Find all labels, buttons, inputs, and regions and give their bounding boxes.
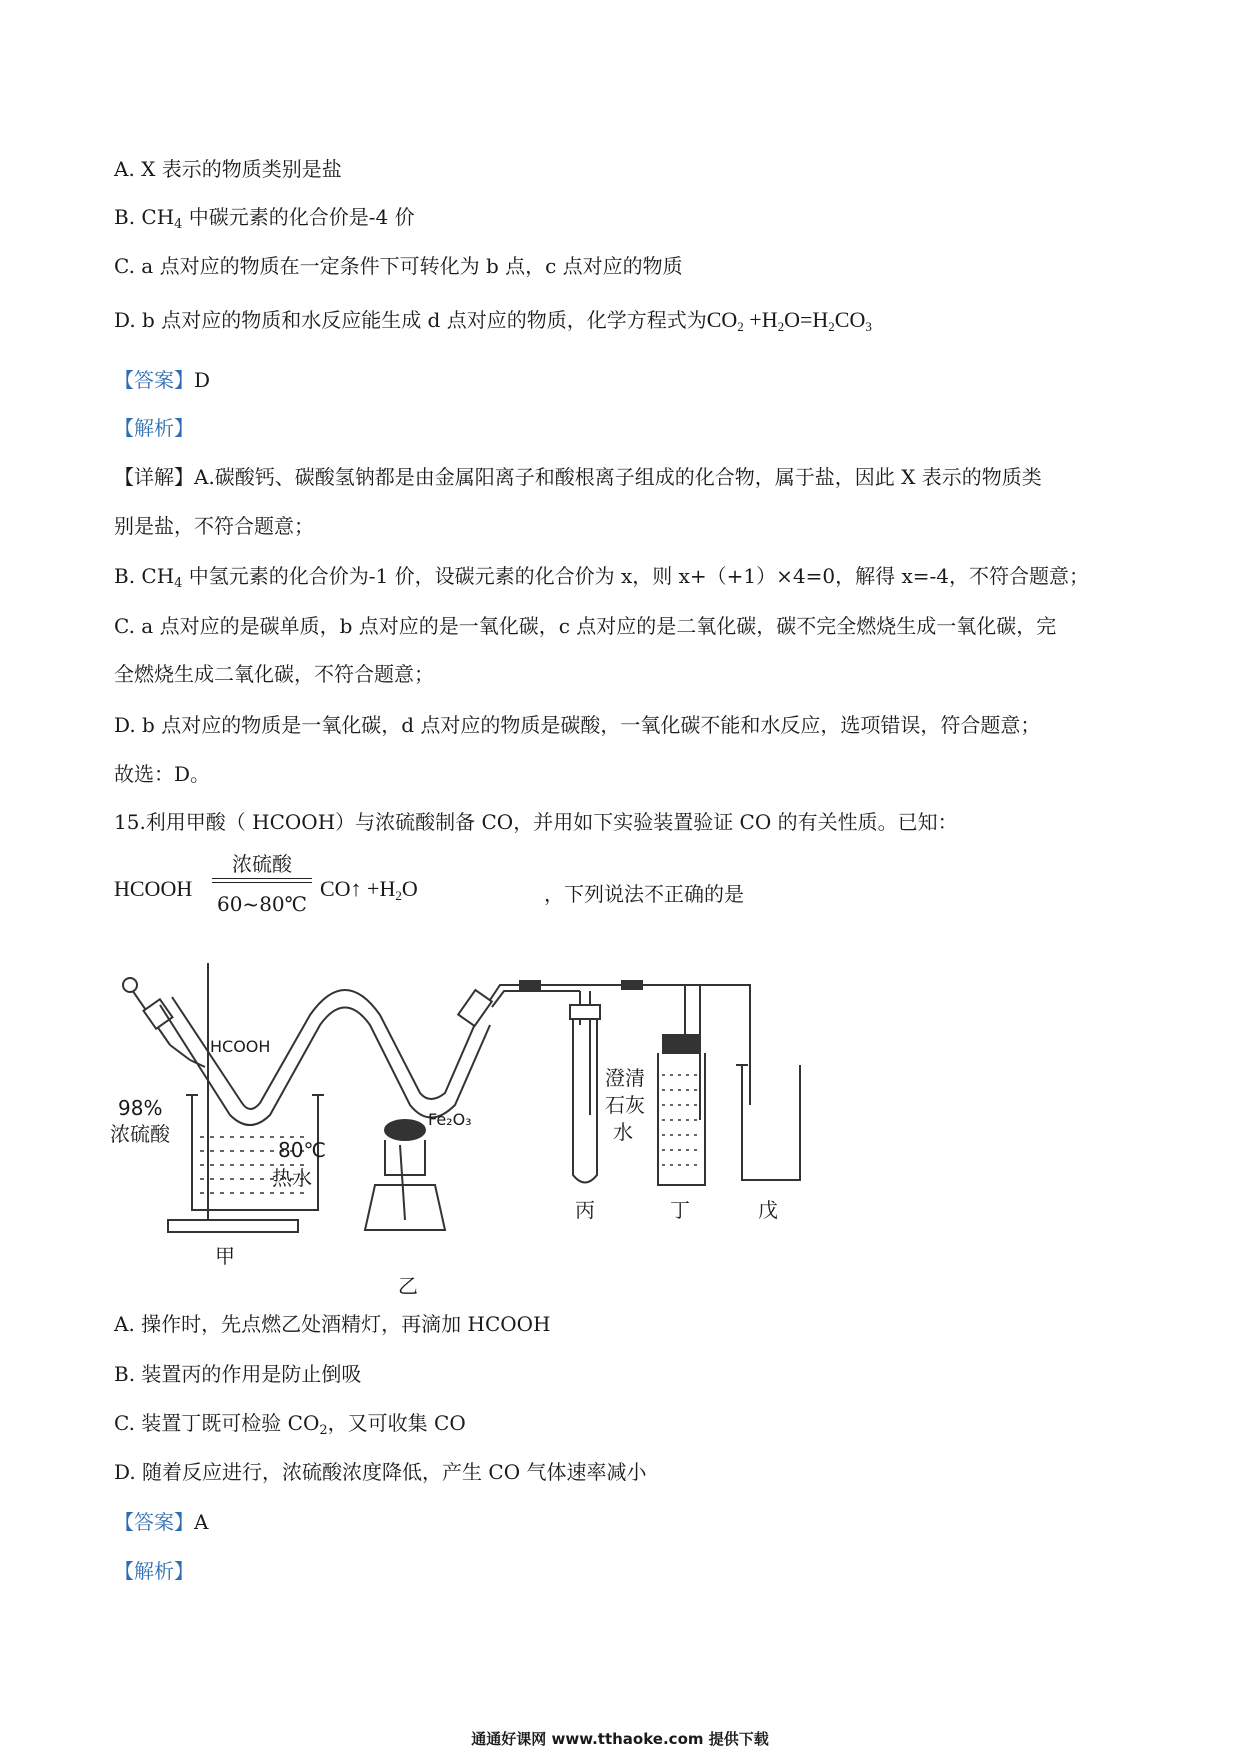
eq-question-tail: ，下列说法不正确的是	[544, 882, 744, 906]
label-acid-percent: 98%	[118, 1096, 163, 1120]
beaker-wu	[736, 1065, 800, 1180]
q15-stem: 15.利用甲酸（ HCOOH）与浓硫酸制备 CO，并用如下实验装置验证 CO 的有关性质。已知：	[114, 810, 958, 834]
apparatus-diagram	[110, 945, 910, 1295]
q14-answer: 【答案】D	[114, 368, 211, 392]
eq-arrow-line-2	[212, 882, 312, 883]
eq-reactant: HCOOH	[114, 876, 193, 901]
page-footer: 通通好课网 www.tthaoke.com 提供下载	[471, 1730, 769, 1748]
label-yi: 乙	[398, 1274, 418, 1295]
label-wu: 戊	[758, 1198, 778, 1222]
iron-stand	[168, 963, 298, 1232]
q14-option-d-equation: $CO_2 +H_2O=H_2CO_3$	[706, 307, 872, 334]
label-limewater-3: 水	[613, 1120, 633, 1144]
label-bing: 丙	[575, 1198, 595, 1222]
q15-option-a: A. 操作时，先点燃乙处酒精灯，再滴加 HCOOH	[114, 1312, 551, 1336]
q14-option-c: C. a 点对应的物质在一定条件下可转化为 b 点，c 点对应的物质	[114, 254, 683, 278]
eq-products: CO↑ $+H_2O$	[320, 876, 418, 903]
q14-option-b: B. $CH_4$ 中碳元素的化合价是-4 价	[114, 205, 415, 232]
q15-option-c: C. 装置丁既可检验 $CO_2$，又可收集 CO	[114, 1411, 466, 1438]
label-jia: 甲	[215, 1244, 235, 1268]
q14-detail-1: 【详解】A.碳酸钙、碳酸氢钠都是由金属阳离子和酸根离子组成的化合物，属于盐，因此 X 表示的物质类	[114, 465, 1042, 489]
alcohol-lamp	[365, 1120, 445, 1230]
q15-option-d: D. 随着反应进行，浓硫酸浓度降低，产生 CO 气体速率减小	[114, 1460, 647, 1484]
gas-bottle-ding	[658, 1035, 705, 1185]
test-tube-bing	[570, 1005, 600, 1183]
label-fe2o3: Fe₂O₃	[428, 1110, 472, 1129]
q15-option-b: B. 装置丙的作用是防止倒吸	[114, 1362, 362, 1386]
dropping-funnel	[123, 978, 205, 1067]
q15-analysis-tag: 【解析】	[114, 1559, 194, 1583]
q14-option-d: D. b 点对应的物质和水反应能生成 d 点对应的物质，化学方程式为$CO_2 +H_2O=H_2CO_3$	[114, 307, 872, 334]
q14-detail-2: 别是盐，不符合题意；	[114, 514, 314, 538]
q14-option-a: A. X 表示的物质类别是盐	[114, 157, 342, 181]
q14-detail-7: 故选：D。	[114, 762, 211, 786]
label-acid-name: 浓硫酸	[110, 1122, 170, 1146]
label-limewater-2: 石灰	[605, 1093, 645, 1117]
eq-arrow-line	[212, 878, 312, 879]
w-shaped-tube	[160, 990, 492, 1125]
q15-answer: 【答案】A	[114, 1510, 209, 1534]
label-ding: 丁	[670, 1198, 690, 1222]
label-temperature: 80℃	[278, 1138, 326, 1162]
label-hcooh: HCOOH	[210, 1037, 271, 1056]
eq-condition-top: 浓硫酸	[232, 852, 292, 876]
label-limewater-1: 澄清	[605, 1066, 645, 1090]
eq-condition-bottom: 60~80℃	[216, 892, 308, 916]
q14-detail-5: 全燃烧生成二氧化碳，不符合题意；	[114, 662, 434, 686]
q15-reaction-equation	[114, 848, 744, 928]
label-hot-water: 热水	[272, 1166, 312, 1190]
q14-detail-4: C. a 点对应的是碳单质，b 点对应的是一氧化碳，c 点对应的是二氧化碳，碳不完全燃烧生成一氧化碳，完	[114, 614, 1057, 638]
q14-detail-6: D. b 点对应的物质是一氧化碳，d 点对应的物质是碳酸，一氧化碳不能和水反应，选项错误，符合题意；	[114, 713, 1041, 737]
q14-detail-3: B. $CH_4$ 中氢元素的化合价为-1 价，设碳元素的化合价为 x，则 x+（+1）×4=0，解得 x=-4，不符合题意；	[114, 564, 1089, 591]
q14-analysis-tag: 【解析】	[114, 416, 194, 440]
